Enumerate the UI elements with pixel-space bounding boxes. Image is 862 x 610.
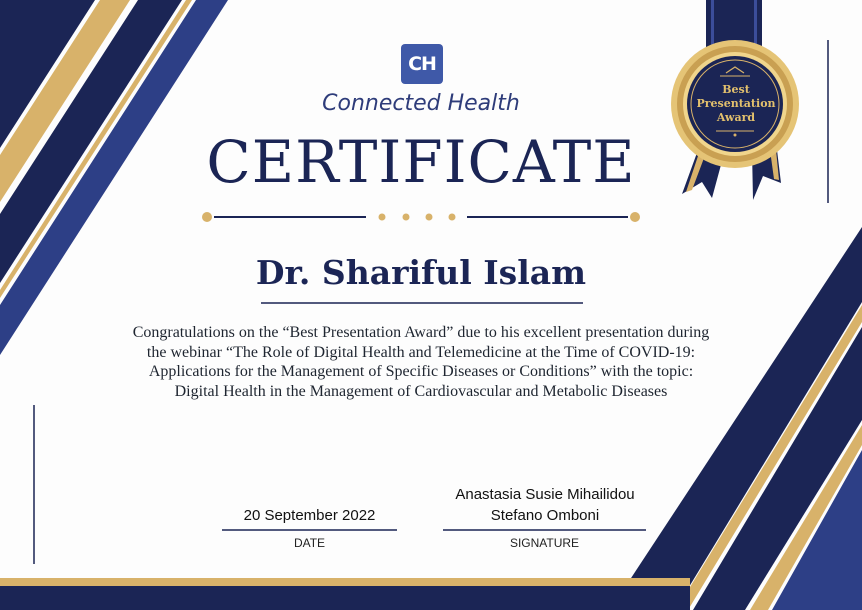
signatory-name-2: Stefano Omboni	[490, 507, 600, 524]
signatory-name-1: Anastasia Susie Mihailidou	[455, 486, 635, 503]
date-label: DATE	[293, 536, 326, 550]
recipient-name: Dr. Shariful Islam	[255, 253, 587, 292]
certificate-title: CERTIFICATE	[206, 128, 636, 196]
ornament-dot-left	[202, 212, 212, 222]
ornament-dot-right	[630, 212, 640, 222]
seal-line-2: Presentation	[696, 97, 776, 110]
organization-name: Connected Health	[322, 91, 520, 116]
award-seal-text	[681, 83, 791, 125]
brand-logo: CH	[401, 44, 443, 84]
award-description: Congratulations on the “Best Presentation Award” due to his excellent presentation during the webinar “The Role of Digital Health and Telemedicine at the Time of COVID-19: Applications for the Management of Specific Diseases or Conditions” with the topic: Digital Health in the Management of Cardiovascular and Metabolic Diseases	[132, 324, 710, 400]
seal-line-1: Best	[722, 83, 750, 96]
signature-label: SIGNATURE	[509, 536, 580, 550]
date-value: 20 September 2022	[243, 507, 376, 524]
seal-line-3: Award	[716, 111, 756, 124]
